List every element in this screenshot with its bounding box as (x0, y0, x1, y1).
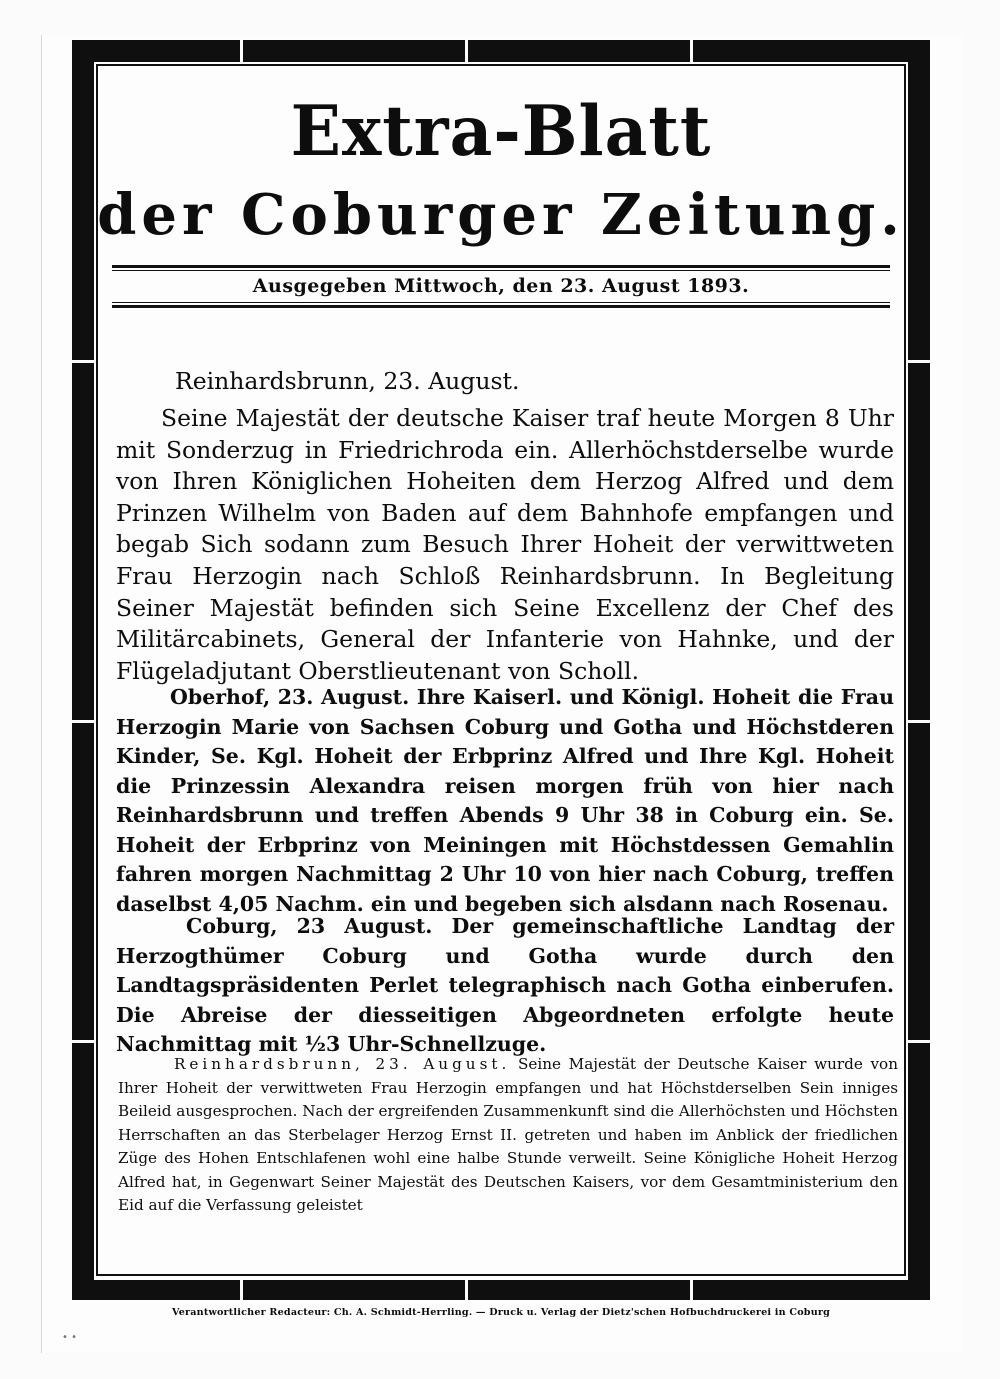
article-4-body: Seine Majestät der Deutsche Kaiser wurde von Ihrer Hoheit der verwittweten Frau Herzogin empfangen und hat Höchstderselben Sein inniges Beileid ausgesprochen. Nach der ergreifenden Zusammenkunft sind die Allerhöchsten und Höchsten Herrschaften an das Sterbelager Herzog Ernst II. getreten und haben im Anblick der friedlichen Züge des Hohen Entschlafenen wohl eine halbe Stunde verweilt. Seine Königliche Hoheit Herzog Alfred hat, in Gegenwart Seiner Majestät des Deutschen Kaisers, vor dem Gesamtministerium den Eid auf die Verfassung geleistet (118, 1055, 898, 1214)
issue-dateline: Ausgegeben Mittwoch, den 23. August 1893. (252, 275, 750, 297)
article-1 (116, 403, 894, 687)
border-notch (690, 40, 693, 62)
article-3 (116, 912, 894, 1060)
article-1-body: Seine Majestät der deutsche Kaiser traf heute Morgen 8 Uhr mit Sonderzug in Friedrichroda ein. Allerhöchstderselbe wurde von Ihren Königlichen Hoheiten dem Herzog Alfred und dem Prinzen Wilhelm von Baden auf dem Bahnhofe empfangen und begab Sich sodann zum Besuch Ihrer Hoheit der verwittweten Frau Herzogin nach Schloß Reinhardsbrunn. In Begleitung Seiner Majestät befinden sich Seine Excellenz der Chef des Militärcabinets, General der Infanterie von Hahnke, und der Flügeladjutant Oberstlieutenant von Scholl. (116, 404, 894, 685)
border-notch (908, 720, 930, 723)
article-2 (116, 683, 894, 919)
article-4 (118, 1053, 898, 1218)
border-notch (465, 1280, 468, 1300)
border-notch (72, 720, 94, 723)
masthead-rule-top-thin (112, 270, 890, 271)
border-notch (465, 40, 468, 62)
article-3-heading: Coburg, 23 August. (186, 914, 433, 938)
article-3-body: Der gemeinschaftliche Landtag der Herzogthümer Coburg und Gotha wurde durch den Landtagspräsidenten Perlet telegraphisch nach Gotha einberufen. Die Abreise der diesseitigen Abgeordneten erfolgte heute Nachmittag mit ½3 Uhr-Schnellzuge. (116, 914, 894, 1056)
article-2-body: Ihre Kaiserl. und Königl. Hoheit die Frau Herzogin Marie von Sachsen Coburg und Gotha und Höchstderen Kinder, Se. Kgl. Hoheit der Erbprinz Alfred und Ihre Kgl. Hoheit die Prinzessin Alexandra reisen morgen früh von hier nach Reinhardsbrunn und treffen Abends 9 Uhr 38 in Coburg ein. Se. Hoheit der Erbprinz von Meiningen mit Höchstdessen Gemahlin fahren morgen Nachmittag 2 Uhr 10 von hier nach Coburg, treffen daselbst 4,05 Nachm. ein und begeben sich alsdann nach Rosenau. (116, 685, 894, 916)
border-notch (240, 1280, 243, 1300)
article-1-heading: Reinhardsbrunn, 23. August. (175, 367, 520, 395)
border-notch (908, 1040, 930, 1043)
article-4-heading: Reinhardsbrunn, 23. August. (174, 1055, 511, 1073)
border-notch (72, 360, 94, 363)
masthead-subtitle: der Coburger Zeitung. (97, 182, 905, 248)
masthead-title: Extra-Blatt (290, 90, 712, 172)
border-notch (908, 360, 930, 363)
article-2-heading: Oberhof, 23. August. (170, 685, 410, 709)
border-notch (72, 1040, 94, 1043)
masthead-rule-bottom-thin (112, 302, 890, 303)
border-notch (240, 40, 243, 62)
masthead-rule-top (112, 265, 890, 268)
imprint-footer: Verantwortlicher Redacteur: Ch. A. Schmidt-Herrling. — Druck u. Verlag der Dietz'schen Hofbuchdruckerei in Coburg (171, 1307, 831, 1318)
border-notch (690, 1280, 693, 1300)
masthead-rule-bottom (112, 305, 890, 308)
scan-marks: • • (62, 1332, 77, 1343)
